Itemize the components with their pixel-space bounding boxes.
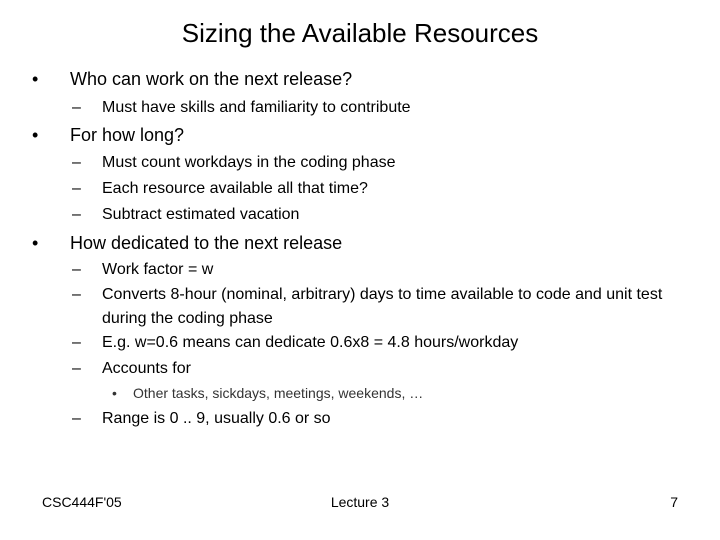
dash-marker: – xyxy=(72,286,81,303)
dash-marker: – xyxy=(72,154,81,171)
subbullet-work-factor xyxy=(72,261,213,279)
footer-page-number: 7 xyxy=(670,494,678,510)
bullet-text: Who can work on the next release? xyxy=(70,69,353,89)
subsubbullet-text: Other tasks, sickdays, meetings, weekends, … xyxy=(133,385,424,401)
subsubbullet-other-tasks xyxy=(112,385,423,401)
dash-marker: – xyxy=(72,410,81,427)
subbullet-vacation xyxy=(72,206,299,224)
subbullet-example xyxy=(72,334,518,352)
subbullet-text: Converts 8-hour (nominal, arbitrary) days to time available to code and unit test during the coding phase xyxy=(102,286,663,327)
slide-title: Sizing the Available Resources xyxy=(181,18,539,48)
bullet-marker: • xyxy=(32,125,39,145)
dash-marker: – xyxy=(72,180,81,197)
dash-marker: – xyxy=(72,206,81,223)
subbullet-text: Subtract estimated vacation xyxy=(102,206,300,223)
bullet-text: How dedicated to the next release xyxy=(70,233,343,253)
subbullet-workdays xyxy=(72,154,396,172)
subbullet-range xyxy=(72,410,331,428)
bullet-how-long xyxy=(32,125,184,146)
bullet-text: For how long? xyxy=(70,125,185,145)
bullet-who-can-work xyxy=(32,69,352,90)
bullet-how-dedicated xyxy=(32,233,342,254)
subbullet-skills xyxy=(72,99,411,117)
dash-marker: – xyxy=(72,360,81,377)
subbullet-text: Range is 0 .. 9, usually 0.6 or so xyxy=(102,410,331,427)
dash-marker: – xyxy=(72,261,81,278)
subbullet-text: Work factor = w xyxy=(102,261,214,278)
bullet-marker: • xyxy=(32,69,39,89)
subbullet-availability xyxy=(72,180,368,198)
subbullet-text: Accounts for xyxy=(102,360,191,377)
subbullet-text: Must count workdays in the coding phase xyxy=(102,154,396,171)
subbullet-text: Each resource available all that time? xyxy=(102,180,368,197)
footer-course: CSC444F'05 xyxy=(42,494,122,510)
dash-marker: – xyxy=(72,334,81,351)
footer-lecture: Lecture 3 xyxy=(330,494,390,510)
bullet-marker: • xyxy=(112,385,117,401)
dash-marker: – xyxy=(72,99,81,116)
subbullet-converts xyxy=(72,283,672,331)
subbullet-text: E.g. w=0.6 means can dedicate 0.6x8 = 4.8 hours/workday xyxy=(102,334,519,351)
bullet-marker: • xyxy=(32,233,39,253)
subbullet-text: Must have skills and familiarity to contribute xyxy=(102,99,411,116)
subbullet-accounts-for xyxy=(72,360,191,378)
